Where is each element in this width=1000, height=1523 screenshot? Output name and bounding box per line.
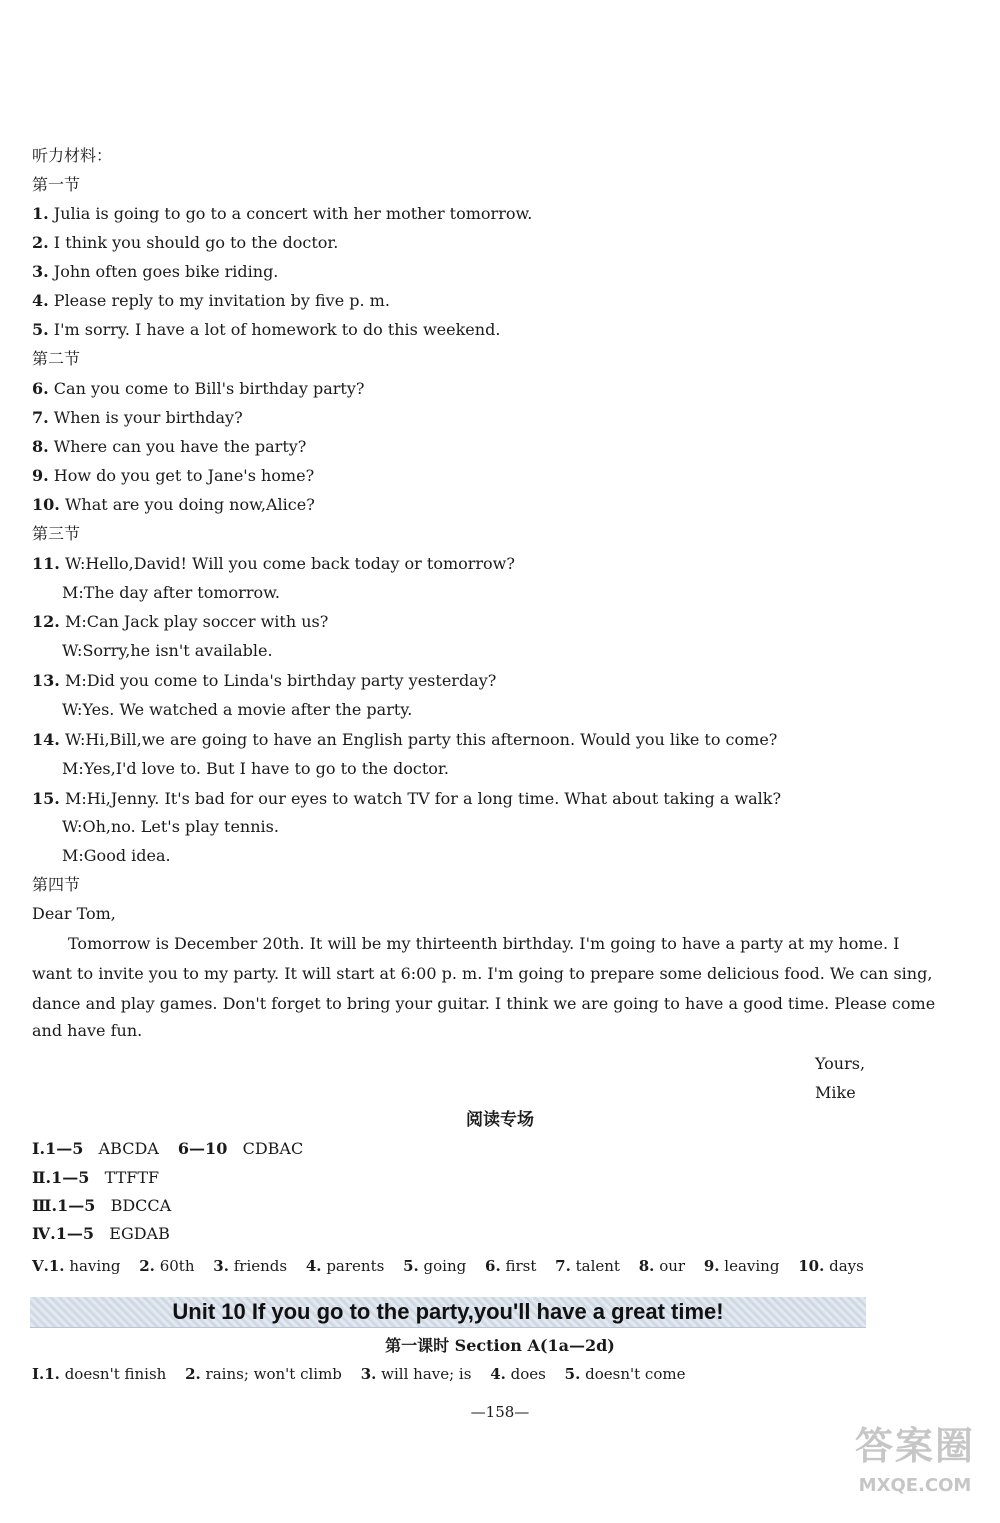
list-item: 1. Julia is going to go to a concert with her mother tomorrow.: [32, 204, 533, 223]
letter-salutation: Dear Tom,: [32, 904, 116, 923]
list-item: 4. Please reply to my invitation by five p. m.: [32, 291, 390, 310]
list-item: 2. I think you should go to the doctor.: [32, 233, 339, 252]
letter-body-line: want to invite you to my party. It will start at 6:00 p. m. I'm going to prepare some delicious food. We can sing,: [32, 964, 933, 983]
list-item: 7. When is your birthday?: [32, 408, 243, 427]
part2-heading: 第二节: [32, 349, 81, 368]
lesson-title: 第一课时 Section A(1a—2d): [385, 1336, 615, 1355]
unit-banner: [30, 1297, 866, 1328]
answer-row: Ⅰ.1. doesn't finish 2. rains; won't climb 3. will have; is 4. does 5. doesn't come: [32, 1365, 686, 1383]
part3-heading: 第三节: [32, 524, 81, 543]
answer-row: Ⅰ.1—5 ABCDA 6—10 CDBAC: [32, 1139, 304, 1158]
answer-row: Ⅲ.1—5 BDCCA: [32, 1196, 172, 1215]
letter-body-line: dance and play games. Don't forget to bring your guitar. I think we are going to have a good time. Please come: [32, 994, 936, 1013]
part1-heading: 第一节: [32, 175, 81, 194]
dialogue-line: 15. M:Hi,Jenny. It's bad for our eyes to watch TV for a long time. What about taking a walk?: [32, 789, 782, 808]
list-item: 10. What are you doing now,Alice?: [32, 495, 315, 514]
answer-row: Ⅴ.1. having 2. 60th 3. friends 4. parents 5. going 6. first 7. talent 8. our 9. leaving 10. days: [32, 1257, 864, 1275]
part4-heading: 第四节: [32, 875, 81, 894]
unit-title: Unit 10 If you go to the party,you'll have a great time!: [172, 1299, 724, 1324]
answer-row: Ⅳ.1—5 EGDAB: [32, 1224, 170, 1243]
letter-body-line: and have fun.: [32, 1021, 143, 1040]
reading-title: 阅读专场: [466, 1110, 534, 1130]
dialogue-line: 11. W:Hello,David! Will you come back today or tomorrow?: [32, 554, 515, 573]
watermark: [835, 1418, 995, 1518]
dialogue-line: W:Yes. We watched a movie after the party.: [62, 700, 413, 719]
dialogue-line: W:Sorry,he isn't available.: [62, 641, 273, 660]
dialogue-line: 12. M:Can Jack play soccer with us?: [32, 612, 329, 631]
list-item: 3. John often goes bike riding.: [32, 262, 279, 281]
page-number: —158—: [470, 1403, 530, 1421]
letter-closing: Yours,: [815, 1054, 866, 1073]
watermark-logo: 答案圈: [854, 1424, 975, 1468]
dialogue-line: M:Yes,I'd love to. But I have to go to the doctor.: [62, 759, 449, 778]
list-item: 6. Can you come to Bill's birthday party?: [32, 379, 365, 398]
listening-title: 听力材料：: [32, 146, 113, 165]
dialogue-line: M:The day after tomorrow.: [62, 583, 280, 602]
dialogue-line: W:Oh,no. Let's play tennis.: [62, 817, 279, 836]
answer-row: Ⅱ.1—5 TTFTF: [32, 1168, 160, 1187]
letter-signature: Mike: [815, 1083, 856, 1102]
list-item: 8. Where can you have the party?: [32, 437, 307, 456]
list-item: 9. How do you get to Jane's home?: [32, 466, 315, 485]
list-item: 5. I'm sorry. I have a lot of homework to do this weekend.: [32, 320, 501, 339]
dialogue-line: 13. M:Did you come to Linda's birthday party yesterday?: [32, 671, 497, 690]
dialogue-line: 14. W:Hi,Bill,we are going to have an English party this afternoon. Would you like to come?: [32, 730, 778, 749]
letter-body-line: Tomorrow is December 20th. It will be my thirteenth birthday. I'm going to have a party at my home. I: [68, 934, 900, 953]
dialogue-line: M:Good idea.: [62, 846, 171, 865]
watermark-url: MXQE.COM: [858, 1475, 972, 1496]
